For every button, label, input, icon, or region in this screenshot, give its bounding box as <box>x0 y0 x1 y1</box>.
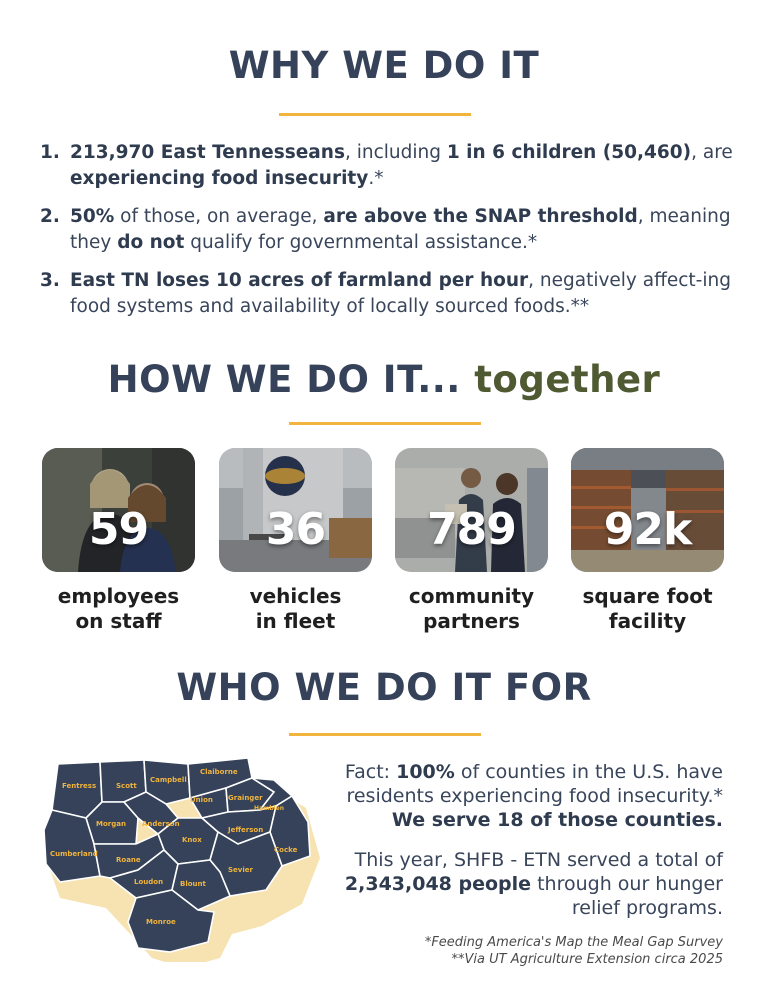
why-title: WHY WE DO IT <box>228 44 540 87</box>
why-item-1-b3: experiencing food insecurity <box>70 168 369 189</box>
county-label: Cumberland <box>50 850 98 858</box>
why-item-3-b1: East TN loses 10 acres of farmland per hour <box>70 270 529 291</box>
fact-counties <box>303 760 723 832</box>
who-divider <box>289 733 481 736</box>
why-item-3-t1: , negatively affect-ing food systems and availability of locally sourced foods.** <box>70 270 731 317</box>
fact1-pre: Fact: <box>344 761 397 783</box>
why-item-1 <box>40 140 740 192</box>
stat-number: 789 <box>427 504 516 555</box>
why-item-1-b1: 213,970 East Tennesseans <box>70 142 345 163</box>
stat-number: 36 <box>265 504 326 555</box>
stats-row <box>42 448 726 638</box>
caption-line2: facility <box>608 609 687 633</box>
county-label: Cocke <box>274 846 298 854</box>
why-item-2-b2: are above the SNAP threshold <box>323 206 638 227</box>
caption-line2: partners <box>423 609 520 633</box>
why-item-3 <box>40 268 740 320</box>
stat-facility <box>571 448 724 634</box>
fact2-post: through our hunger relief programs. <box>531 873 723 919</box>
stat-caption <box>395 584 548 634</box>
why-item-1-b2: 1 in 6 children (50,460) <box>446 142 692 163</box>
why-item-2-t2: , meaning they <box>70 206 731 253</box>
who-title: WHO WE DO IT FOR <box>176 666 592 709</box>
county-label: Campbell <box>150 776 187 784</box>
county-label: Union <box>190 796 213 804</box>
county-label: Hamblen <box>254 805 285 812</box>
item-number: 2. <box>40 206 60 227</box>
stat-caption <box>571 584 724 634</box>
how-title-accent: together <box>474 358 661 401</box>
county-label: Fentress <box>62 782 97 790</box>
fact1-bold: 100% <box>396 761 455 783</box>
why-item-1-t2: , are <box>691 142 733 163</box>
stat-number: 92k <box>603 504 692 555</box>
fact1-line2: We serve 18 of those counties. <box>391 809 723 831</box>
caption-line1: employees <box>57 584 180 608</box>
county-label: Jefferson <box>228 826 264 834</box>
stat-vehicles <box>219 448 372 634</box>
fact2-pre: This year, SHFB - ETN served a total of <box>354 849 723 871</box>
caption-line2: on staff <box>75 609 162 633</box>
caption-line1: vehicles <box>249 584 342 608</box>
county-label: Sevier <box>228 866 253 874</box>
why-item-2-t3: qualify for governmental assistance.* <box>184 232 538 253</box>
county-label: Knox <box>182 836 202 844</box>
how-divider <box>289 422 481 425</box>
item-number: 3. <box>40 270 60 291</box>
why-divider <box>279 113 471 116</box>
footnotes <box>425 934 723 968</box>
county-label: Blount <box>180 880 206 888</box>
truck-photo <box>219 448 372 572</box>
distribution-photo <box>395 448 548 572</box>
county-label: Anderson <box>142 820 180 828</box>
item-number: 1. <box>40 142 60 163</box>
how-title-main: HOW WE DO IT... <box>107 358 461 401</box>
county-label: Roane <box>116 856 141 864</box>
why-item-1-t3: .* <box>368 168 384 189</box>
county-label: Morgan <box>96 820 126 828</box>
county-label: Scott <box>116 782 137 790</box>
caption-line2: in fleet <box>255 609 336 633</box>
warehouse-photo <box>571 448 724 572</box>
why-item-2-b1: 50% <box>70 206 115 227</box>
why-item-1-t1: , including <box>344 142 447 163</box>
fact-people-served <box>303 848 723 920</box>
stat-employees <box>42 448 195 634</box>
county-label: Loudon <box>134 878 164 886</box>
county-label: Grainger <box>228 794 263 802</box>
county-label: Claiborne <box>200 768 238 776</box>
staff-photo <box>42 448 195 572</box>
fact1-post: of counties in the U.S. have residents experiencing food insecurity.* <box>346 761 723 807</box>
why-item-2-t1: of those, on average, <box>114 206 324 227</box>
stat-caption <box>219 584 372 634</box>
caption-line1: square foot <box>582 584 713 608</box>
why-list <box>40 140 740 332</box>
footnote-1: *Feeding America's Map the Meal Gap Survey <box>424 935 723 950</box>
why-item-2-b3: do not <box>117 232 185 253</box>
fact2-bold: 2,343,048 people <box>344 873 532 895</box>
how-title <box>0 358 768 401</box>
footnote-2: **Via UT Agriculture Extension circa 2025 <box>451 952 723 967</box>
stat-caption <box>42 584 195 634</box>
county-label: Monroe <box>146 918 176 926</box>
caption-line1: community <box>408 584 535 608</box>
why-item-2 <box>40 204 740 256</box>
county-map <box>38 752 320 962</box>
stat-partners <box>395 448 548 634</box>
stat-number: 59 <box>88 504 149 555</box>
